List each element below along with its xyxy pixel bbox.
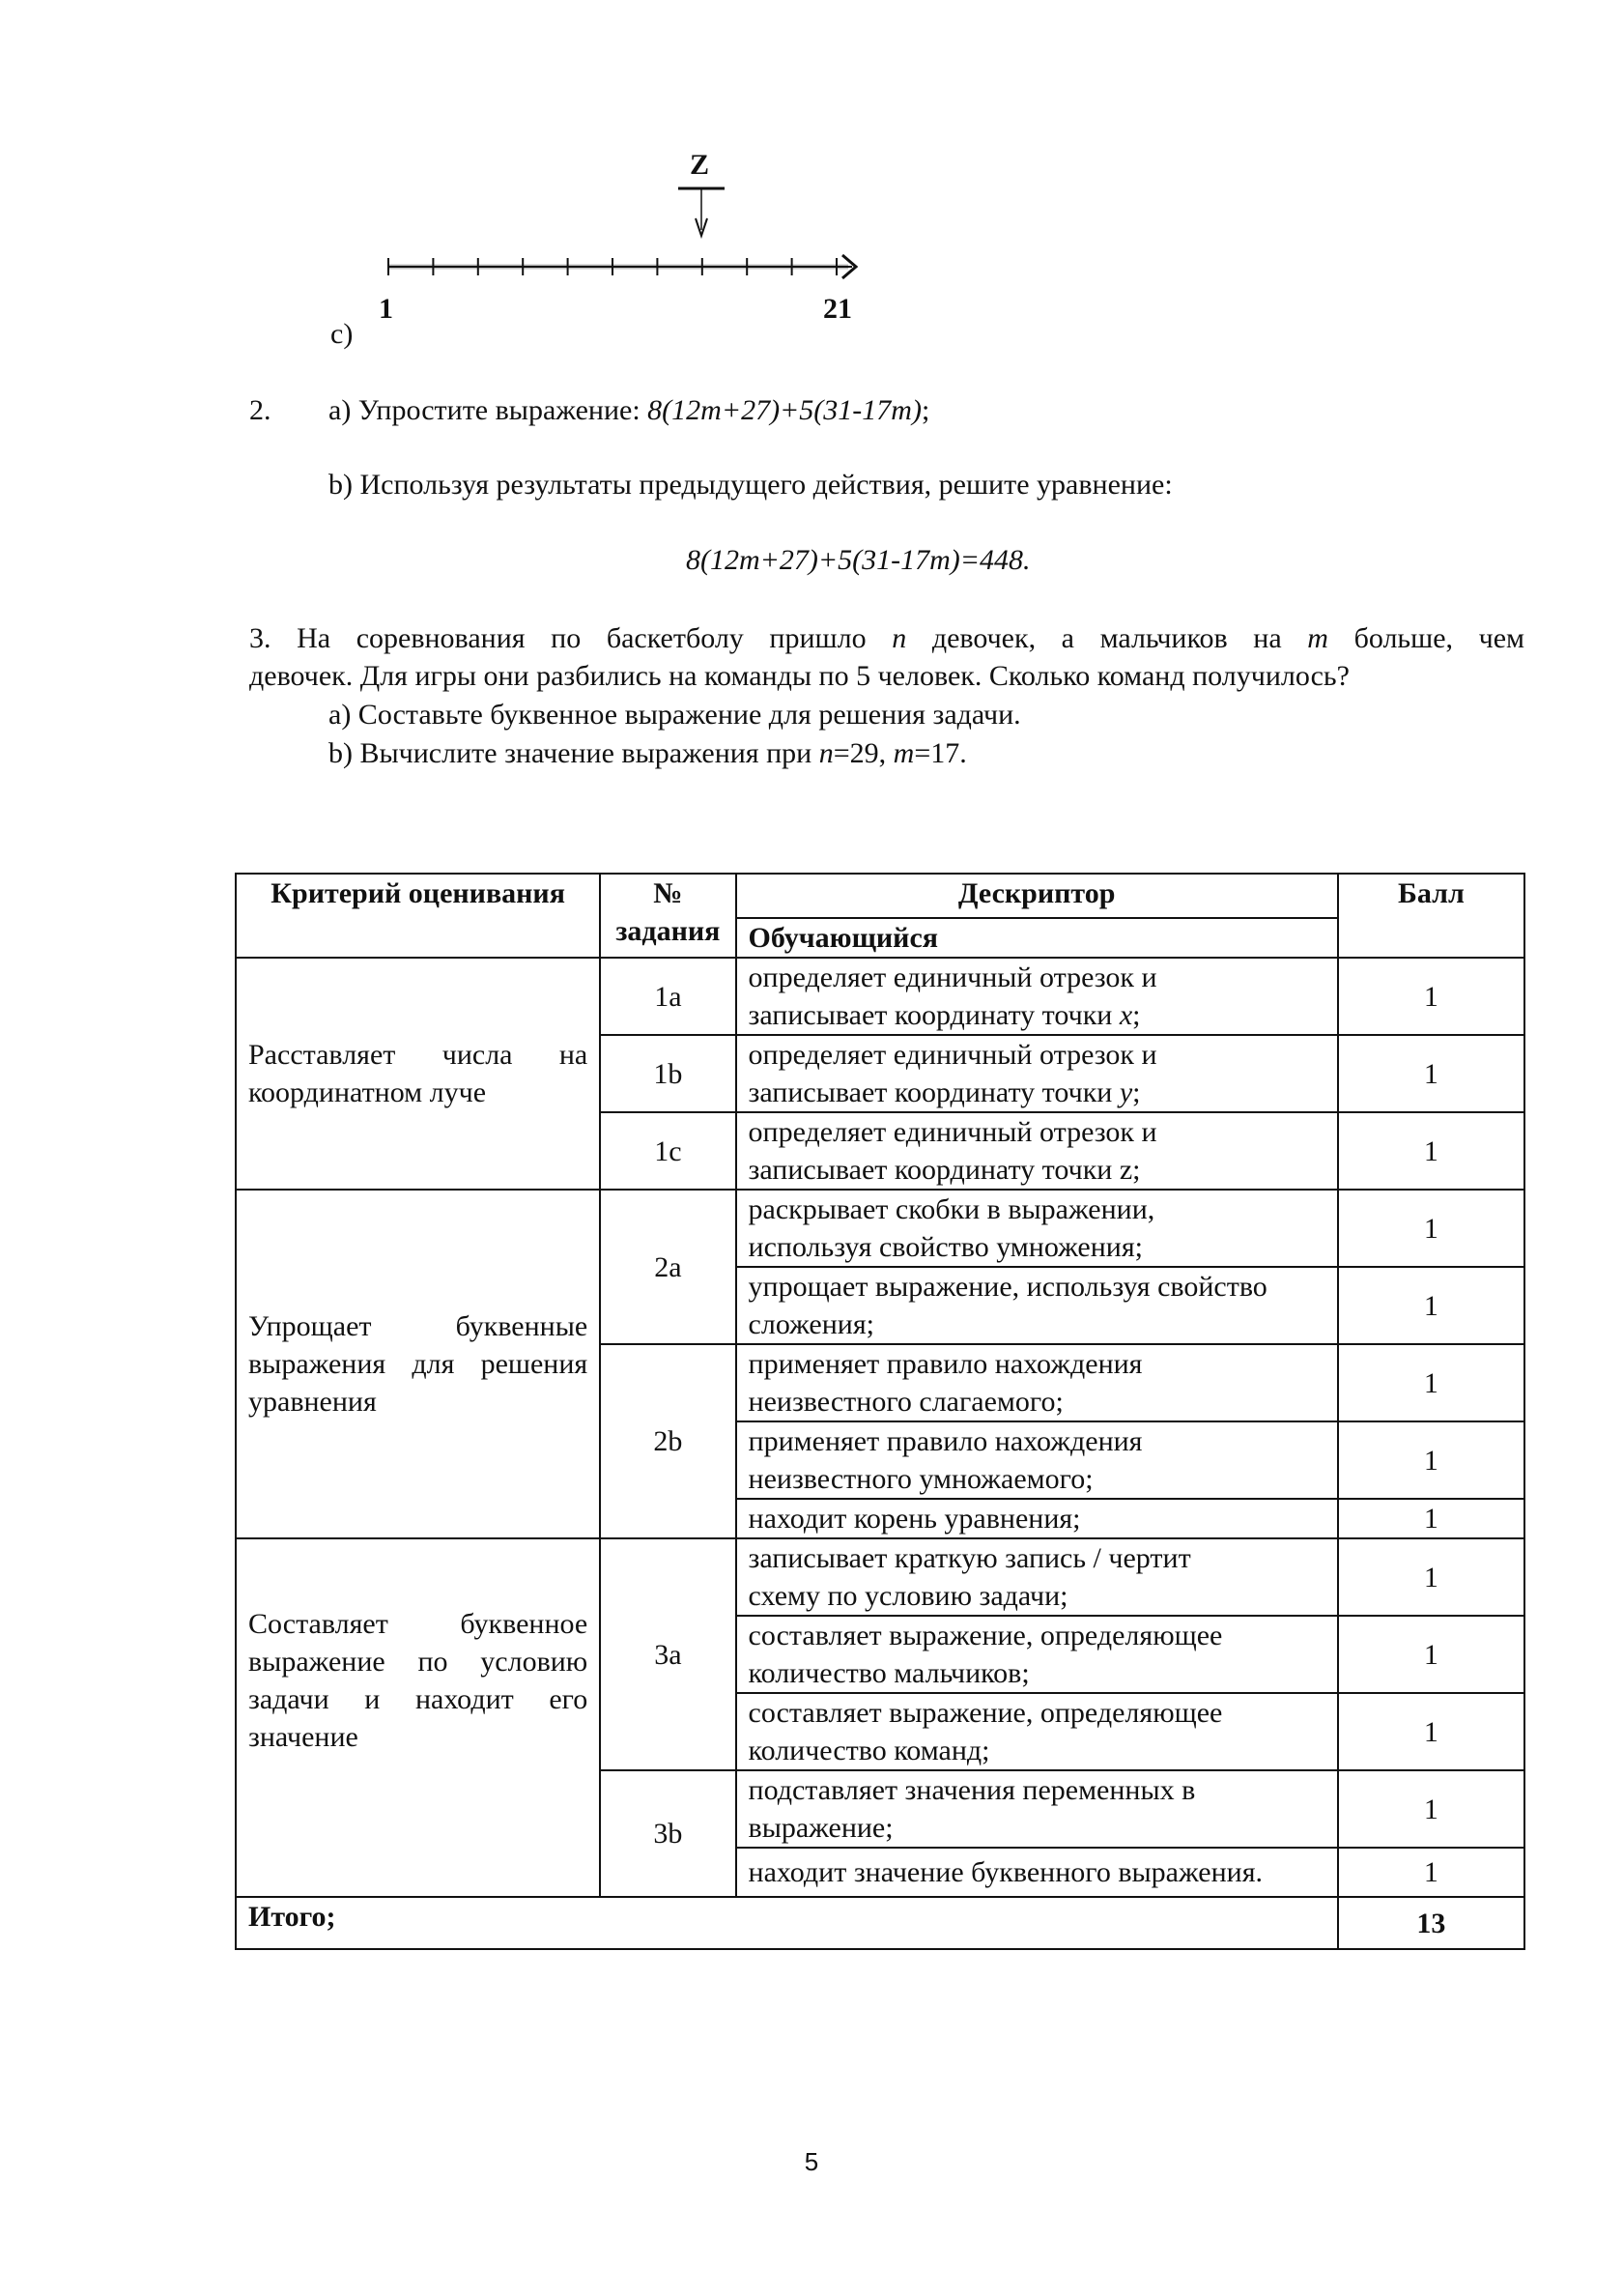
- task-id-cell: 1a: [600, 958, 735, 1035]
- header-score: Балл: [1338, 874, 1524, 958]
- descriptor-cell: составляет выражение, определяющее количество мальчиков;: [736, 1616, 1338, 1693]
- number-line-end-label: 21: [823, 293, 852, 325]
- table-row: [236, 1538, 1524, 1616]
- score-cell: 1: [1338, 1421, 1524, 1499]
- task-id-cell: 1c: [600, 1112, 735, 1190]
- descriptor-cell: определяет единичный отрезок и записывает координату точки y;: [736, 1035, 1338, 1112]
- assessment-rubric-table: [235, 873, 1525, 1950]
- task-id-cell: 2a: [600, 1190, 735, 1344]
- task2-number: 2.: [249, 394, 271, 426]
- score-cell: 1: [1338, 1538, 1524, 1616]
- score-cell: 1: [1338, 1267, 1524, 1344]
- task-id-cell: 3b: [600, 1770, 735, 1897]
- score-cell: 1: [1338, 1344, 1524, 1421]
- task3-line2: девочек. Для игры они разбились на команды по 5 человек. Сколько команд получилось?: [249, 660, 1350, 692]
- table-header-row: [236, 874, 1524, 918]
- task2b-equation: 8(12m+27)+5(31-17m)=448.: [686, 544, 1031, 576]
- score-cell: 1: [1338, 1693, 1524, 1770]
- descriptor-cell: применяет правило нахождения неизвестного слагаемого;: [736, 1344, 1338, 1421]
- page-number: 5: [804, 2147, 819, 2176]
- descriptor-cell: записывает краткую запись / чертит схему по условию задачи;: [736, 1538, 1338, 1616]
- score-cell: 1: [1338, 1848, 1524, 1897]
- total-row: [236, 1897, 1524, 1949]
- part-c-label: c): [330, 318, 354, 350]
- number-line-svg: [367, 126, 1198, 358]
- descriptor-cell: упрощает выражение, используя свойство сложения;: [736, 1267, 1338, 1344]
- task2a-expression: 8(12m+27)+5(31-17m): [647, 394, 922, 426]
- descriptor-cell: определяет единичный отрезок и записывает координату точки z;: [736, 1112, 1338, 1190]
- descriptor-cell: подставляет значения переменных в выражение;: [736, 1770, 1338, 1848]
- task2a-text: a) Упростите выражение:: [328, 394, 648, 426]
- task2a: a) Упростите выражение: 8(12m+27)+5(31-17m);: [328, 394, 930, 426]
- score-cell: 1: [1338, 1035, 1524, 1112]
- descriptor-cell: находит значение буквенного выражения.: [736, 1848, 1338, 1897]
- criterion-cell: Расставляет числа на координатном луче: [236, 958, 600, 1190]
- task3a-text: a) Составьте буквенное выражение для решения задачи.: [328, 699, 1021, 731]
- descriptor-cell: составляет выражение, определяющее количество команд;: [736, 1693, 1338, 1770]
- criterion-cell: Составляет буквенное выражение по условию задачи и находит его значение: [236, 1538, 600, 1897]
- total-label: Итого;: [236, 1897, 1338, 1949]
- header-criterion: Критерий оценивания: [236, 874, 600, 958]
- score-cell: 1: [1338, 1616, 1524, 1693]
- task-id-cell: 3a: [600, 1538, 735, 1770]
- task3b: b) Вычислите значение выражения при n=29, m=17.: [328, 737, 967, 769]
- table-row: [236, 1190, 1524, 1267]
- task3-line1: 3. На соревнования по баскетболу пришло n девочек, а мальчиков на m больше, чем: [249, 622, 1525, 654]
- score-cell: 1: [1338, 1190, 1524, 1267]
- descriptor-cell: находит корень уравнения;: [736, 1499, 1338, 1538]
- score-cell: 1: [1338, 1499, 1524, 1538]
- descriptor-cell: раскрывает скобки в выражении, используя свойство умножения;: [736, 1190, 1338, 1267]
- score-cell: 1: [1338, 958, 1524, 1035]
- header-descriptor: Дескриптор: [736, 874, 1338, 918]
- descriptor-cell: определяет единичный отрезок и записывает координату точки x;: [736, 958, 1338, 1035]
- score-cell: 1: [1338, 1112, 1524, 1190]
- total-value: 13: [1338, 1897, 1524, 1949]
- header-task-number: № задания: [600, 874, 735, 958]
- criterion-cell: Упрощает буквенные выражения для решения уравнения: [236, 1190, 600, 1538]
- score-cell: 1: [1338, 1770, 1524, 1848]
- number-line-marker-label: Z: [690, 149, 710, 181]
- descriptor-cell: применяет правило нахождения неизвестного умножаемого;: [736, 1421, 1338, 1499]
- task-id-cell: 1b: [600, 1035, 735, 1112]
- number-line-figure: [367, 126, 1198, 358]
- task2b-text: b) Используя результаты предыдущего действия, решите уравнение:: [328, 469, 1173, 501]
- table-row: [236, 958, 1524, 1035]
- number-line-start-label: 1: [379, 293, 393, 325]
- header-descriptor-sub: Обучающийся: [736, 918, 1338, 958]
- task-id-cell: 2b: [600, 1344, 735, 1538]
